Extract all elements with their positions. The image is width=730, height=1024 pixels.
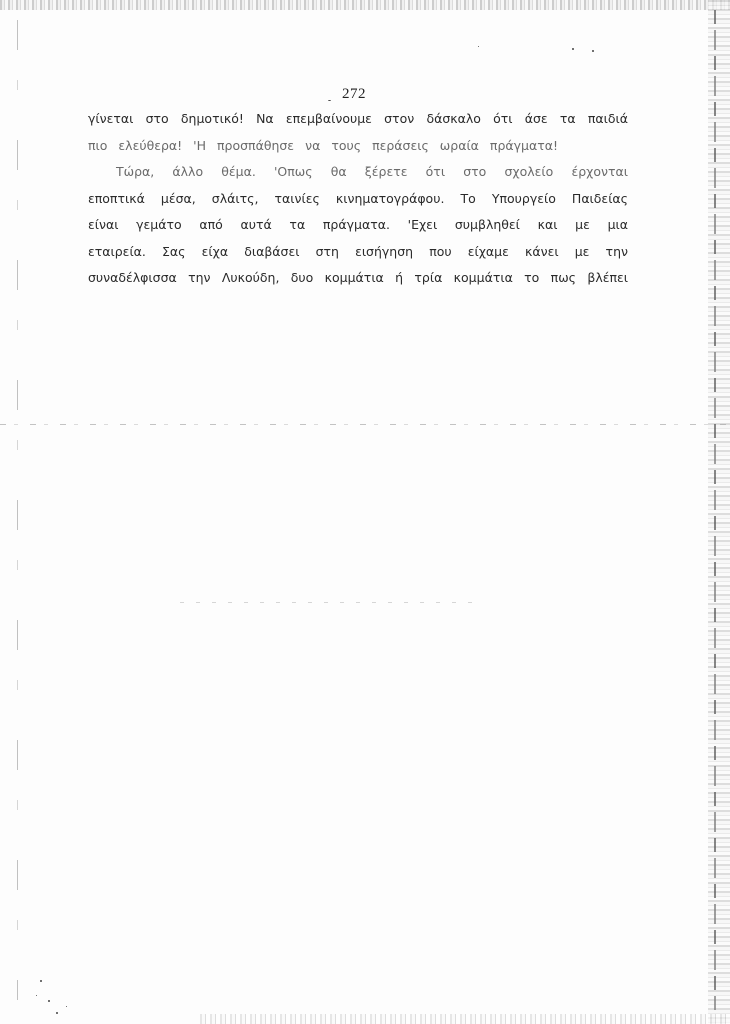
scan-speck <box>66 1006 67 1007</box>
scan-speck <box>592 50 594 52</box>
fold-line <box>0 424 730 425</box>
text-line: εταιρεία. Σας είχα διαβάσει στη εισήγηση που είχαμε κάνει με την <box>88 243 628 259</box>
scan-edge-left-line <box>17 20 18 1000</box>
scan-speck <box>48 1000 50 1002</box>
scan-edge-bottom <box>200 1014 730 1024</box>
page-number: 272 <box>342 86 366 102</box>
text-line: εποπτικά μέσα, σλάιτς, ταινίες κινηματογράφου. Το Υπουργείο Παιδείας <box>88 190 628 206</box>
text-line: γίνεται στο δημοτικό! Να επεμβαίνουμε στον δάσκαλο ότι άσε τα παιδιά <box>88 111 628 126</box>
scan-edge-right-line <box>714 10 716 1010</box>
text-line: πιο ελεύθερα! 'Η προσπάθησε να τους περάσεις ωραία πράγματα! <box>88 137 558 153</box>
scan-speck <box>478 46 479 47</box>
body-text <box>88 106 628 292</box>
scan-speck <box>572 48 574 50</box>
text-line: είναι γεμάτο από αυτά τα πράγματα. 'Εχει συμβληθεί και με μια <box>88 217 628 232</box>
text-line: συναδέλφισσα την Λυκούδη, δυο κομμάτια ή τρία κομμάτια το πως βλέπει <box>88 270 628 285</box>
scan-speck <box>40 980 42 982</box>
scan-speck <box>36 995 37 996</box>
scan-speck <box>328 100 331 101</box>
fold-line-secondary <box>180 602 480 603</box>
scan-edge-top <box>0 0 730 10</box>
text-line: Τώρα, άλλο θέμα. 'Οπως θα ξέρετε ότι στο σχολείο έρχονται <box>116 164 628 179</box>
scan-speck <box>56 1012 58 1014</box>
scan-edge-right <box>708 0 730 1024</box>
